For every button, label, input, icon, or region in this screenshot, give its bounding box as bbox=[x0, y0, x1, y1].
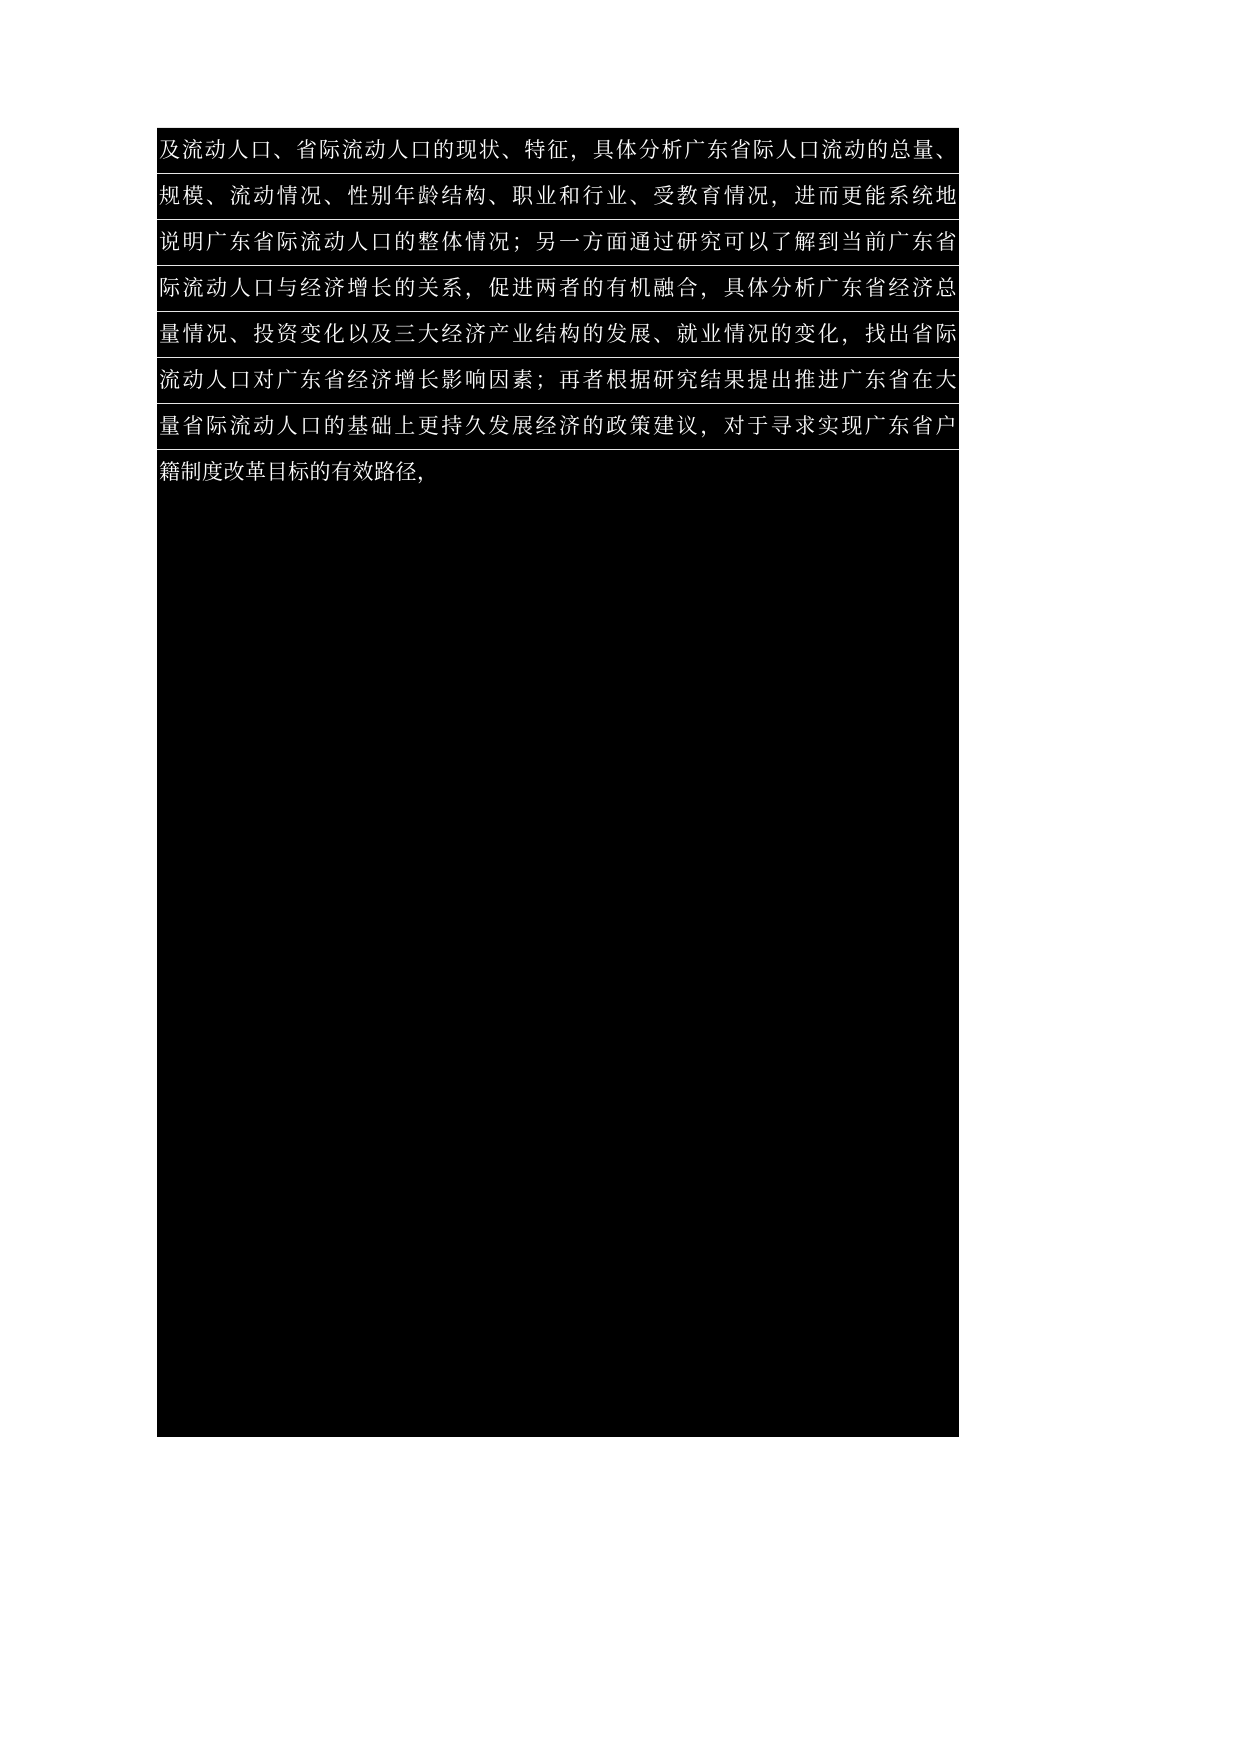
line-separator bbox=[157, 219, 959, 220]
line-separator bbox=[157, 127, 959, 128]
text-line: 及流动人口、省际流动人口的现状、特征，具体分析广东省际人口流动的总量、 bbox=[159, 138, 957, 162]
line-separator bbox=[157, 311, 959, 312]
content-block bbox=[157, 127, 959, 1437]
line-separator bbox=[157, 357, 959, 358]
line-separator bbox=[157, 449, 959, 450]
line-separator bbox=[157, 173, 959, 174]
text-line: 规模、流动情况、性别年龄结构、职业和行业、受教育情况，进而更能系统地 bbox=[159, 184, 957, 208]
text-line: 量省际流动人口的基础上更持久发展经济的政策建议，对于寻求实现广东省户 bbox=[159, 414, 957, 438]
paragraph-text bbox=[157, 127, 959, 495]
text-line: 籍制度改革目标的有效路径， bbox=[159, 460, 439, 484]
text-line: 量情况、投资变化以及三大经济产业结构的发展、就业情况的变化，找出省际 bbox=[159, 322, 957, 346]
text-line: 际流动人口与经济增长的关系，促进两者的有机融合，具体分析广东省经济总 bbox=[159, 276, 957, 300]
line-separator bbox=[157, 403, 959, 404]
text-line: 流动人口对广东省经济增长影响因素；再者根据研究结果提出推进广东省在大 bbox=[159, 368, 957, 392]
text-line: 说明广东省际流动人口的整体情况；另一方面通过研究可以了解到当前广东省 bbox=[159, 230, 957, 254]
line-separator bbox=[157, 265, 959, 266]
